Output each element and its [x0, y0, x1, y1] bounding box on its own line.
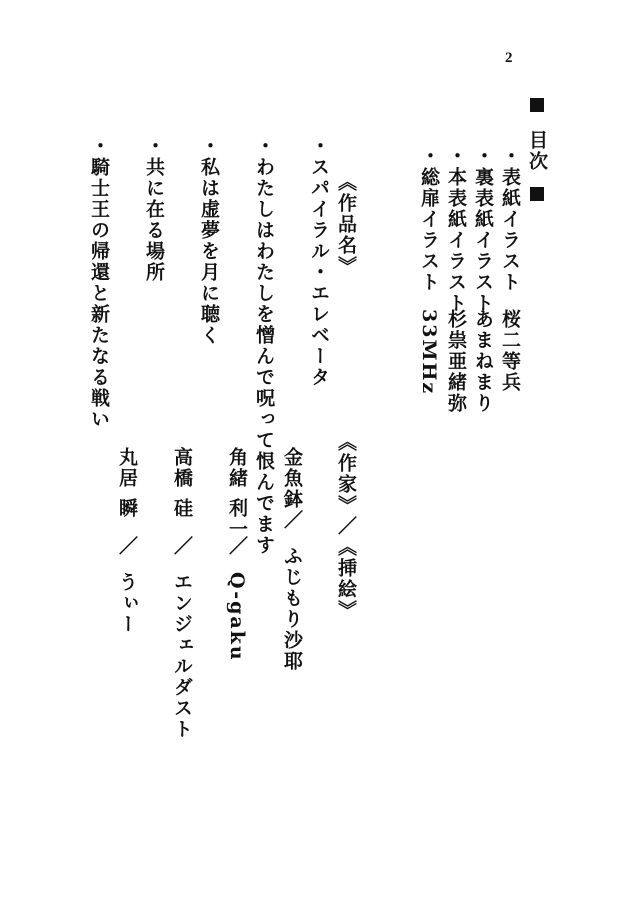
work-illustrator: Q-gaku	[226, 572, 248, 662]
work-separator: ／	[226, 536, 248, 557]
work-illustrator: エンジェルダスト	[171, 572, 193, 740]
authors-heading: 《作家》／《挿絵》	[335, 432, 357, 621]
credit-title-page-name: 33MHz	[418, 309, 440, 396]
square-bullet-icon	[530, 98, 544, 112]
work-author: 丸居 瞬	[116, 447, 138, 519]
work-illustrator: うぃー	[116, 572, 138, 635]
credit-title-page-label: ・総扉イラスト	[418, 146, 440, 293]
toc-title: 目次	[526, 130, 548, 172]
work-separator: ／	[116, 536, 138, 557]
work-author: 角緒 利一	[226, 447, 248, 540]
credit-back-name: あまねまり	[472, 309, 494, 414]
credit-main-label: ・本表紙イラスト	[445, 146, 467, 314]
work-illustrator: ふじもり沙耶	[281, 546, 303, 672]
work-title: ・私は虚夢を月に聴く	[198, 136, 220, 346]
work-title: ・スパイラル・エレベータ	[308, 136, 330, 388]
credit-cover-name: 桜二等兵	[499, 309, 521, 393]
work-title: ・騎士王の帰還と新たなる戦い	[88, 136, 110, 430]
work-title: ・共に在る場所	[143, 136, 165, 283]
work-author: 高橋 硅	[171, 447, 193, 519]
work-author: 金魚鉢	[281, 447, 303, 510]
work-title: ・わたしはわたしを憎んで呪って恨んでます	[253, 136, 275, 556]
work-separator: ／	[281, 510, 303, 531]
credit-main-name: 杉祟亜緒弥	[445, 309, 467, 414]
work-separator: ／	[171, 536, 193, 557]
works-heading: 《作品名》	[335, 172, 357, 277]
credit-back-label: ・裏表紙イラスト	[472, 146, 494, 314]
square-bullet-icon	[530, 187, 544, 201]
credit-cover-label: ・表紙イラスト	[499, 146, 521, 293]
page-number: 2	[505, 50, 513, 66]
